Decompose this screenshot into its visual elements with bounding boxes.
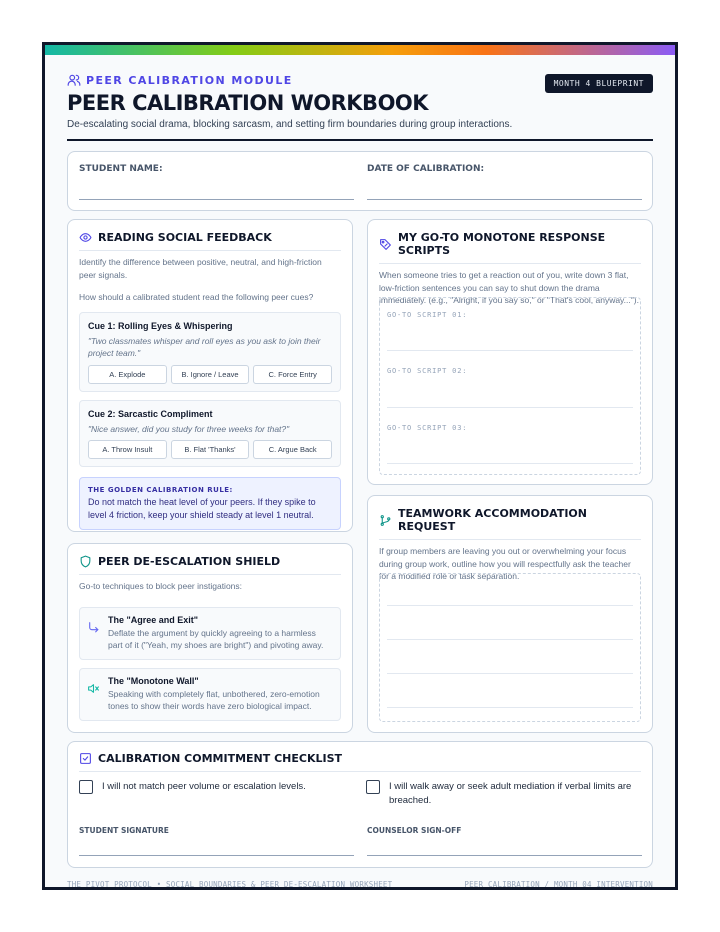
reading-feedback-title bbox=[79, 231, 341, 251]
checklist-item bbox=[79, 780, 354, 794]
page-footer bbox=[67, 880, 653, 889]
writing-line bbox=[387, 707, 633, 708]
footer-left-text: THE PIVOT PROTOCOL • SOCIAL BOUNDARIES & PEER DE-ESCALATION WORKSHEET bbox=[67, 880, 393, 889]
gradient-top-bar bbox=[45, 45, 675, 55]
teamwork-desc: If group members are leaving you out or overwhelming your focus during group work, outline how you will respectfully ask the teacher for a modified role or task separation. bbox=[379, 546, 631, 581]
cue-option-button[interactable]: A. Explode bbox=[88, 365, 167, 384]
golden-rule-box bbox=[79, 477, 341, 530]
technique-text: Deflate the argument by quickly agreeing to a harmless part of it ("Yeah, my shoes are bright") and pivoting away. bbox=[108, 627, 324, 650]
writing-line bbox=[387, 673, 633, 674]
worksheet-header bbox=[67, 73, 653, 139]
muted-speaker-icon bbox=[87, 682, 100, 695]
users-icon bbox=[67, 73, 81, 87]
golden-rule-heading: THE GOLDEN CALIBRATION RULE: bbox=[88, 486, 233, 494]
checklist-title bbox=[79, 752, 641, 772]
footer-right-text: PEER CALIBRATION / MONTH 04 INTERVENTION bbox=[464, 880, 653, 889]
worksheet-page bbox=[42, 42, 678, 890]
header-divider bbox=[67, 139, 653, 141]
technique-card bbox=[79, 607, 341, 660]
date-field[interactable] bbox=[367, 199, 642, 200]
writing-line bbox=[387, 639, 633, 640]
shield-icon bbox=[79, 555, 92, 568]
teamwork-title bbox=[379, 507, 641, 540]
shield-title-text: PEER DE-ESCALATION SHIELD bbox=[98, 555, 281, 568]
cue-title: Cue 1: Rolling Eyes & Whispering bbox=[88, 320, 233, 331]
cue-quote: "Nice answer, did you study for three weeks for that?" bbox=[88, 423, 290, 434]
checkbox-checked-icon bbox=[79, 752, 92, 765]
cue-options bbox=[88, 365, 332, 384]
cue-option-button[interactable]: C. Force Entry bbox=[253, 365, 332, 384]
scripts-title-text: MY GO-TO MONOTONE RESPONSE SCRIPTS bbox=[398, 231, 606, 257]
reading-question: How should a calibrated student read the following peer cues? bbox=[79, 292, 314, 302]
corner-arrow-icon bbox=[87, 621, 100, 634]
cue-option-button[interactable]: A. Throw Insult bbox=[88, 440, 167, 459]
checklist-item bbox=[366, 780, 644, 808]
student-info-card bbox=[67, 151, 653, 211]
cue-card bbox=[79, 400, 341, 468]
script-label: GO-TO SCRIPT 01: bbox=[387, 311, 468, 319]
reading-feedback-card bbox=[67, 219, 353, 532]
response-scripts-card bbox=[367, 219, 653, 485]
cue-option-button[interactable]: B. Flat 'Thanks' bbox=[171, 440, 250, 459]
cue-option-button[interactable]: C. Argue Back bbox=[253, 440, 332, 459]
scripts-desc: When someone tries to get a reaction out of you, write down 3 flat, low-friction sentences you can say to shut down the drama immediately. (e.g., "Alright, if you say so," or "That's cool, anyway..."). bbox=[379, 270, 639, 305]
technique-card bbox=[79, 668, 341, 721]
commitment-checklist-card bbox=[67, 741, 653, 868]
script-answer-line[interactable] bbox=[387, 463, 633, 464]
golden-rule-text: Do not match the heat level of your peers. If they spike to level 4 friction, keep your shield steady at level 1 neutral. bbox=[88, 497, 316, 520]
month-badge: MONTH 4 BLUEPRINT bbox=[545, 74, 653, 93]
script-answer-line[interactable] bbox=[387, 407, 633, 408]
cue-options bbox=[88, 440, 332, 459]
student-signature-field[interactable] bbox=[79, 855, 354, 856]
reading-feedback-desc: Identify the difference between positive, neutral, and high-friction peer signals. bbox=[79, 257, 322, 280]
checklist-item-text: I will not match peer volume or escalation levels. bbox=[102, 781, 306, 792]
student-name-label: STUDENT NAME: bbox=[79, 164, 163, 174]
technique-title: The "Monotone Wall" bbox=[108, 675, 199, 686]
writing-line bbox=[387, 605, 633, 606]
cue-title: Cue 2: Sarcastic Compliment bbox=[88, 408, 213, 419]
shield-title bbox=[79, 555, 341, 575]
student-signature-label: STUDENT SIGNATURE bbox=[79, 826, 169, 835]
checklist-item-text: I will walk away or seek adult mediation if verbal limits are breached. bbox=[389, 781, 632, 806]
checklist-title-text: CALIBRATION COMMITMENT CHECKLIST bbox=[98, 752, 343, 765]
teamwork-writing-area[interactable] bbox=[379, 573, 641, 722]
cue-quote: "Two classmates whisper and roll eyes as you ask to join their project team." bbox=[88, 335, 321, 358]
reading-feedback-title-text: READING SOCIAL FEEDBACK bbox=[98, 231, 272, 244]
commitment-checkbox[interactable] bbox=[79, 780, 93, 794]
technique-title: The "Agree and Exit" bbox=[108, 614, 199, 625]
script-label: GO-TO SCRIPT 02: bbox=[387, 367, 468, 375]
technique-text: Speaking with completely flat, unbothered, zero-emotion tones to show their words have zero biological impact. bbox=[108, 688, 320, 711]
script-answer-line[interactable] bbox=[387, 350, 633, 351]
page-subtitle: De-escalating social drama, blocking sarcasm, and setting firm boundaries during group interactions. bbox=[67, 119, 513, 130]
counselor-signoff-field[interactable] bbox=[367, 855, 642, 856]
git-branch-icon bbox=[379, 514, 392, 527]
de-escalation-shield-card bbox=[67, 543, 353, 733]
shield-desc: Go-to techniques to block peer instigations: bbox=[79, 581, 243, 591]
student-name-field[interactable] bbox=[79, 199, 354, 200]
cue-option-button[interactable]: B. Ignore / Leave bbox=[171, 365, 250, 384]
teamwork-request-card bbox=[367, 495, 653, 733]
tag-pen-icon bbox=[379, 238, 392, 251]
scripts-title bbox=[379, 231, 641, 264]
module-text: PEER CALIBRATION MODULE bbox=[86, 73, 293, 87]
scripts-writing-area[interactable] bbox=[379, 297, 641, 475]
page-title: PEER CALIBRATION WORKBOOK bbox=[67, 91, 429, 115]
date-label: DATE OF CALIBRATION: bbox=[367, 164, 485, 174]
eye-icon bbox=[79, 231, 92, 244]
teamwork-title-text: TEAMWORK ACCOMMODATION REQUEST bbox=[398, 507, 587, 533]
counselor-signoff-label: COUNSELOR SIGN-OFF bbox=[367, 826, 462, 835]
commitment-checkbox[interactable] bbox=[366, 780, 380, 794]
script-label: GO-TO SCRIPT 03: bbox=[387, 424, 468, 432]
cue-card bbox=[79, 312, 341, 392]
